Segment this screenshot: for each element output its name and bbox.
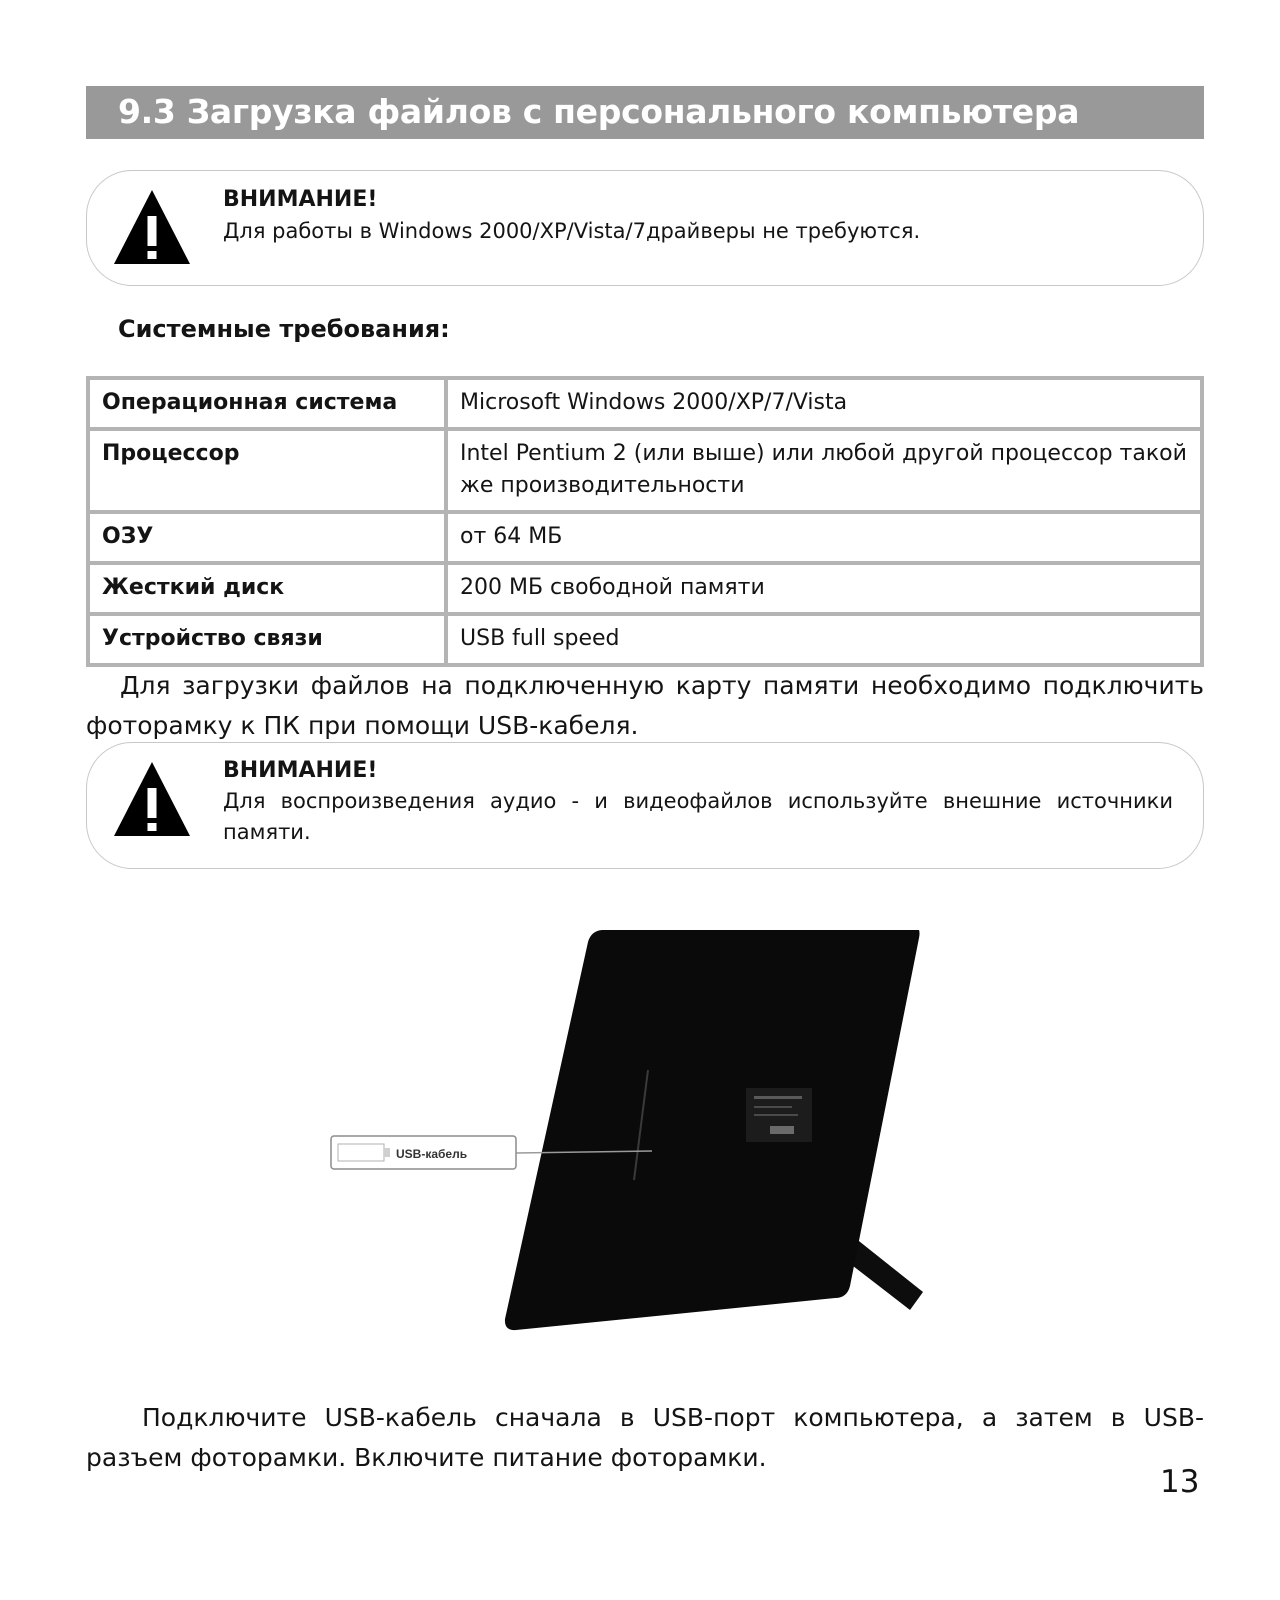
row-label: Процессор (88, 429, 446, 512)
row-label: Жесткий диск (88, 563, 446, 614)
warning-notice-1 (86, 170, 1204, 286)
requirements-table (86, 376, 1204, 667)
table-row (88, 614, 1202, 665)
usb-plug-icon (338, 1144, 384, 1161)
frame-body (505, 930, 920, 1330)
photo-frame-illustration (330, 930, 950, 1360)
warning-notice-2 (86, 742, 1204, 869)
notice-text: Для работы в Windows 2000/XP/Vista/7драйверы не требуются. (223, 219, 921, 243)
warning-icon (113, 760, 191, 838)
row-value: USB full speed (446, 614, 1202, 665)
row-value: от 64 МБ (446, 512, 1202, 563)
section-header (86, 86, 1204, 139)
back-label (746, 1088, 812, 1142)
requirements-heading: Системные требования: (118, 315, 450, 343)
section-title: 9.3 Загрузка файлов с персонального компьютера (118, 92, 1080, 131)
table-row (88, 563, 1202, 614)
page-number: 13 (1160, 1464, 1200, 1500)
usb-cable-label: USB-кабель (396, 1147, 468, 1161)
notice-text: Для воспроизведения аудио - и видеофайлов используйте внешние источники памяти. (223, 789, 1173, 844)
body-paragraph-1: Для загрузки файлов на подключенную карту памяти необходимо подключить фоторамку к ПК при помощи USB-кабеля. (86, 671, 1204, 740)
row-value: Microsoft Windows 2000/XP/7/Vista (446, 378, 1202, 429)
table-row (88, 378, 1202, 429)
body-paragraph-2: Подключите USB-кабель сначала в USB-порт компьютера, а затем в USB-разъем фоторамки. Включите питание фоторамки. (86, 1403, 1204, 1472)
row-label: ОЗУ (88, 512, 446, 563)
notice-title: ВНИМАНИЕ! (223, 758, 378, 783)
usb-cable-callout (331, 1136, 516, 1169)
row-label: Операционная система (88, 378, 446, 429)
row-value: Intel Pentium 2 (или выше) или любой другой процессор такой же производительности (446, 429, 1202, 512)
notice-title: ВНИМАНИЕ! (223, 187, 378, 212)
row-label: Устройство связи (88, 614, 446, 665)
table-row (88, 429, 1202, 512)
row-value: 200 МБ свободной памяти (446, 563, 1202, 614)
table-row (88, 512, 1202, 563)
warning-icon (113, 188, 191, 266)
